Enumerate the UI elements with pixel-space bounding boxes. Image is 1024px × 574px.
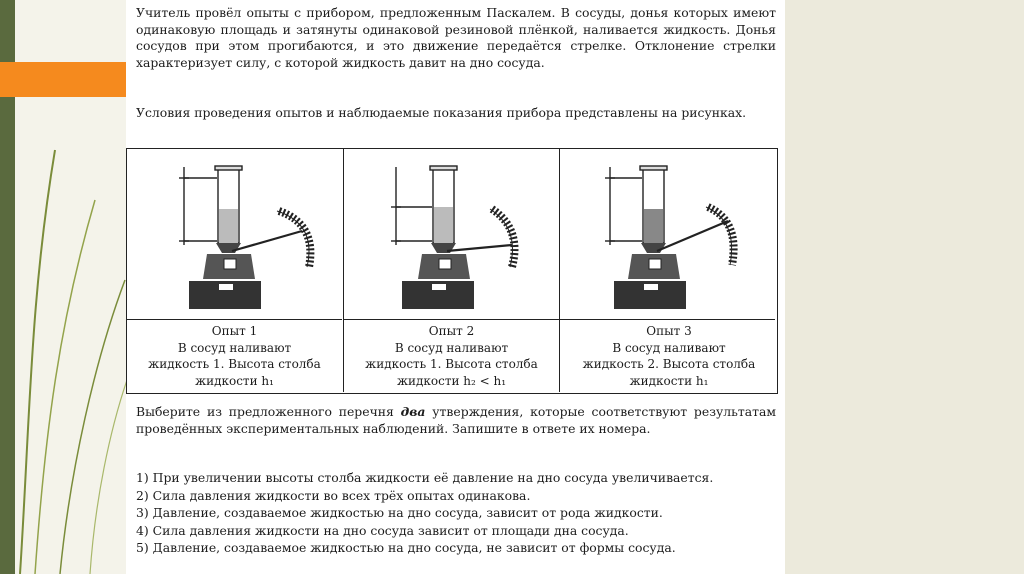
experiment-line: жидкости h₁	[195, 373, 274, 388]
experiment-line: В сосуд наливают	[177, 340, 292, 355]
experiment-line: жидкость 1. Высота столба	[148, 357, 321, 371]
slide-background-right	[785, 0, 1024, 574]
question-text	[136, 404, 776, 437]
experiment-caption-2	[344, 323, 559, 389]
question-emphasis: два	[400, 404, 426, 419]
experiment-title: Опыт 3	[646, 324, 692, 338]
apparatus-figure-3	[560, 149, 775, 320]
experiment-title: Опыт 1	[211, 324, 258, 338]
intro-text: Учитель провёл опыты с прибором, предложенным Паскалем. В сосуды, донья которых имеют одинаковую площадь и затянуты одинаковой резиновой плёнкой, наливается жидкость. Донья сосудов при этом прогибаются, и это движение передаётся стрелке. Отклонение стрелки характеризует силу, с которой жидкость давит на дно сосуда.	[136, 5, 776, 70]
question-before: Выберите из предложенного перечня	[136, 404, 401, 419]
experiment-line: жидкость 1. Высота столба	[365, 357, 538, 371]
experiments-table	[126, 148, 778, 394]
experiment-panel-3	[559, 149, 778, 392]
apparatus-figure-1	[127, 149, 342, 320]
option-item: 5) Давление, создаваемое жидкостью на дно сосуда, не зависит от формы сосуда.	[136, 540, 676, 555]
task-sheet	[126, 0, 785, 574]
question-after: утверждения, которые соответствуют результатам проведённых экспериментальных наблюдений. Запишите в ответе их номера.	[136, 404, 776, 436]
option-item: 1) При увеличении высоты столба жидкости её давление на дно сосуда увеличивается.	[136, 470, 714, 485]
option-item: 3) Давление, создаваемое жидкостью на дно сосуда, зависит от рода жидкости.	[136, 505, 663, 520]
option-item: 4) Сила давления жидкости на дно сосуда зависит от площади дна сосуда.	[136, 522, 629, 538]
experiment-line: жидкость 2. Высота столба	[582, 357, 756, 371]
experiment-line: жидкости h₁	[629, 373, 709, 388]
experiment-caption-1	[127, 323, 342, 389]
experiment-panel-1	[127, 149, 342, 392]
experiment-line: В сосуд наливают	[612, 340, 726, 355]
experiment-line: жидкости h₂ < h₁	[396, 373, 507, 388]
experiment-line: В сосуд наливают	[394, 340, 509, 355]
experiment-title: Опыт 2	[428, 324, 475, 338]
experiment-panel-2	[343, 149, 559, 392]
option-item: 2) Сила давления жидкости во всех трёх опытах одинакова.	[136, 487, 531, 503]
options-list	[136, 469, 781, 557]
accent-tab	[0, 62, 127, 97]
conditions-text: Условия проведения опытов и наблюдаемые показания прибора представлены на рисунках.	[136, 105, 747, 120]
apparatus-figure-2	[344, 149, 559, 320]
experiment-caption-3	[560, 323, 778, 389]
